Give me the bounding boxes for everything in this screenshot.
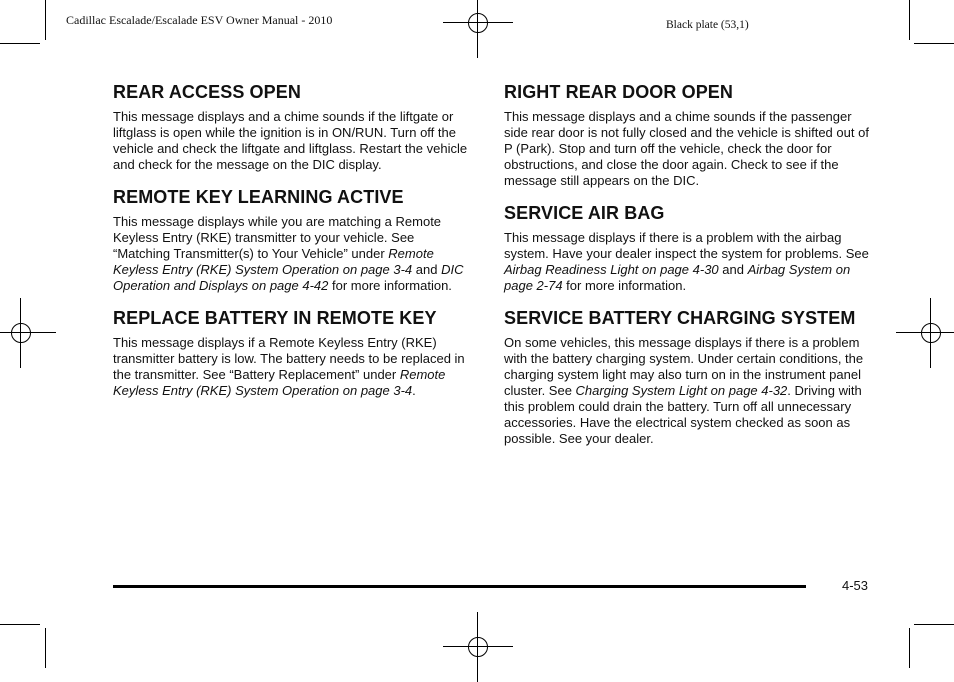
cross-reference-link[interactable]: Airbag Readiness Light on page 4-30 (504, 262, 719, 277)
crop-mark (914, 43, 954, 44)
crop-mark (0, 624, 40, 625)
section-rear-access-open (113, 82, 471, 173)
crop-mark (909, 0, 910, 40)
registration-mark-bottom (443, 612, 513, 682)
section-heading: REMOTE KEY LEARNING ACTIVE (113, 187, 404, 207)
registration-mark-left (0, 298, 56, 368)
crop-mark (914, 624, 954, 625)
left-column (113, 82, 471, 413)
cross-reference-link[interactable]: Charging System Light on page 4-32 (575, 383, 788, 398)
cross-reference-link[interactable]: DIC Operation and Displays on page 4-42 (113, 262, 464, 293)
section-body: On some vehicles, this message displays if there is a problem with the battery charging system. Under certain conditions, the charging system light may also turn on in the instrument panel cluster. See Charging System Light on page 4-32. Driving with this problem could drain the battery. Turn off all unnecessary accessories. Have the electrical system checked as soon as possible. See your dealer. (504, 335, 864, 446)
section-body: This message displays if a Remote Keyless Entry (RKE) transmitter battery is low. The battery needs to be replaced in the transmitter. See “Battery Replacement” under Remote Keyless Entry (RKE) System Operation on page 3-4. (113, 335, 465, 398)
section-heading: SERVICE BATTERY CHARGING SYSTEM (504, 308, 856, 328)
section-body: This message displays if there is a problem with the airbag system. Have your dealer inspect the system for problems. See Airbag Readiness Light on page 4-30 and Airbag System on page 2-74 for more information. (504, 230, 869, 293)
plate-label: Black plate (53,1) (666, 19, 749, 31)
footer-rule (113, 585, 806, 588)
section-heading: SERVICE AIR BAG (504, 203, 665, 223)
registration-mark-right (896, 298, 954, 368)
crop-mark (909, 628, 910, 668)
cross-reference-link[interactable]: Remote Keyless Entry (RKE) System Operation on page 3-4 (113, 367, 446, 398)
section-body: This message displays and a chime sounds if the passenger side rear door is not fully closed and the vehicle is shifted out of P (Park). Stop and turn off the vehicle, check the door for obstructions, and close the door again. Check to see if the message still appears on the DIC. (504, 109, 869, 188)
cross-reference-link[interactable]: Remote Keyless Entry (RKE) System Operation on page 3-4 (113, 246, 434, 277)
crop-mark (45, 0, 46, 40)
registration-mark-top (443, 0, 513, 58)
section-right-rear-door-open (504, 82, 870, 189)
section-heading: REPLACE BATTERY IN REMOTE KEY (113, 308, 437, 328)
section-heading: REAR ACCESS OPEN (113, 82, 301, 102)
page-number: 4-53 (842, 578, 869, 593)
section-body: This message displays and a chime sounds if the liftgate or liftglass is open while the ignition is in ON/RUN. Turn off the vehicle and check the liftgate and liftglass. Restart the vehicle and check for the message on the DIC display. (113, 109, 468, 172)
manual-title: Cadillac Escalade/Escalade ESV Owner Manual - 2010 (66, 13, 333, 27)
right-column (504, 82, 870, 461)
cross-reference-link[interactable]: Airbag System on page 2-74 (504, 262, 851, 293)
section-remote-key-learning (113, 187, 471, 294)
section-heading: RIGHT REAR DOOR OPEN (504, 82, 734, 102)
section-service-battery-charging (504, 308, 870, 447)
crop-mark (45, 628, 46, 668)
crop-mark (0, 43, 40, 44)
section-replace-battery (113, 308, 471, 399)
section-service-air-bag (504, 203, 870, 294)
section-body: This message displays while you are matching a Remote Keyless Entry (RKE) transmitter to your vehicle. See “Matching Transmitter(s) to Your Vehicle” under Remote Keyless Entry (RKE) System Operation on page 3-4 and DIC Operation and Displays on page 4-42 for more information. (113, 214, 464, 293)
